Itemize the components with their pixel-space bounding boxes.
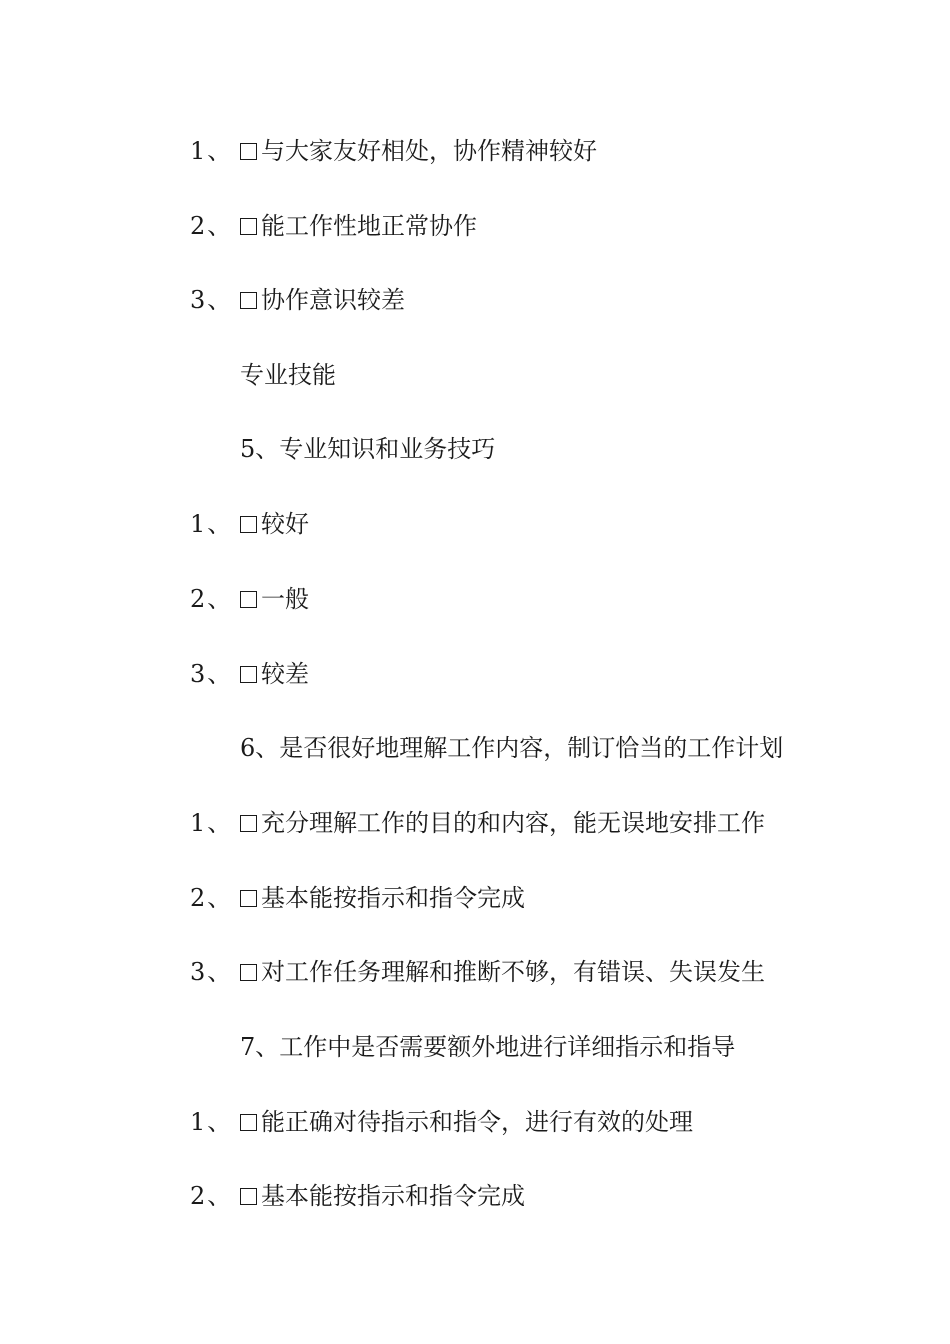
checkbox-icon[interactable] xyxy=(240,1114,257,1131)
option-text: 协作意识较差 xyxy=(261,286,405,314)
option-text: 对工作任务理解和推断不够，有错误、失误发生 xyxy=(261,958,765,986)
checkbox-icon[interactable] xyxy=(240,591,257,608)
checkbox-icon[interactable] xyxy=(240,1188,257,1205)
question-heading: 6、是否很好地理解工作内容，制订恰当的工作计划 xyxy=(240,734,784,762)
checkbox-icon[interactable] xyxy=(240,890,257,907)
option-text: 充分理解工作的目的和内容，能无误地安排工作 xyxy=(261,809,765,837)
option-number: 1、 xyxy=(190,1108,234,1136)
option-text: 较好 xyxy=(261,510,309,538)
checkbox-icon[interactable] xyxy=(240,143,257,160)
question-heading: 7、工作中是否需要额外地进行详细指示和指导 xyxy=(240,1033,736,1061)
checkbox-icon[interactable] xyxy=(240,815,257,832)
option-number: 2、 xyxy=(190,585,234,613)
checkbox-icon[interactable] xyxy=(240,666,257,683)
option-text: 基本能按指示和指令完成 xyxy=(261,884,525,912)
question-heading: 5、专业知识和业务技巧 xyxy=(240,435,496,463)
section-heading: 专业技能 xyxy=(240,361,336,389)
option-text: 一般 xyxy=(261,585,309,613)
option-number: 3、 xyxy=(190,660,234,688)
option-text: 较差 xyxy=(261,660,309,688)
option-number: 3、 xyxy=(190,958,234,986)
checkbox-icon[interactable] xyxy=(240,516,257,533)
checkbox-icon[interactable] xyxy=(240,964,257,981)
checkbox-icon[interactable] xyxy=(240,218,257,235)
option-text: 能正确对待指示和指令，进行有效的处理 xyxy=(261,1108,693,1136)
checkbox-icon[interactable] xyxy=(240,292,257,309)
option-number: 1、 xyxy=(190,809,234,837)
option-number: 2、 xyxy=(190,884,234,912)
option-text: 基本能按指示和指令完成 xyxy=(261,1182,525,1210)
option-number: 2、 xyxy=(190,1182,234,1210)
option-text: 能工作性地正常协作 xyxy=(261,212,477,240)
option-number: 1、 xyxy=(190,510,234,538)
option-number: 2、 xyxy=(190,212,234,240)
option-text: 与大家友好相处，协作精神较好 xyxy=(261,137,597,165)
option-number: 3、 xyxy=(190,286,234,314)
option-number: 1、 xyxy=(190,137,234,165)
